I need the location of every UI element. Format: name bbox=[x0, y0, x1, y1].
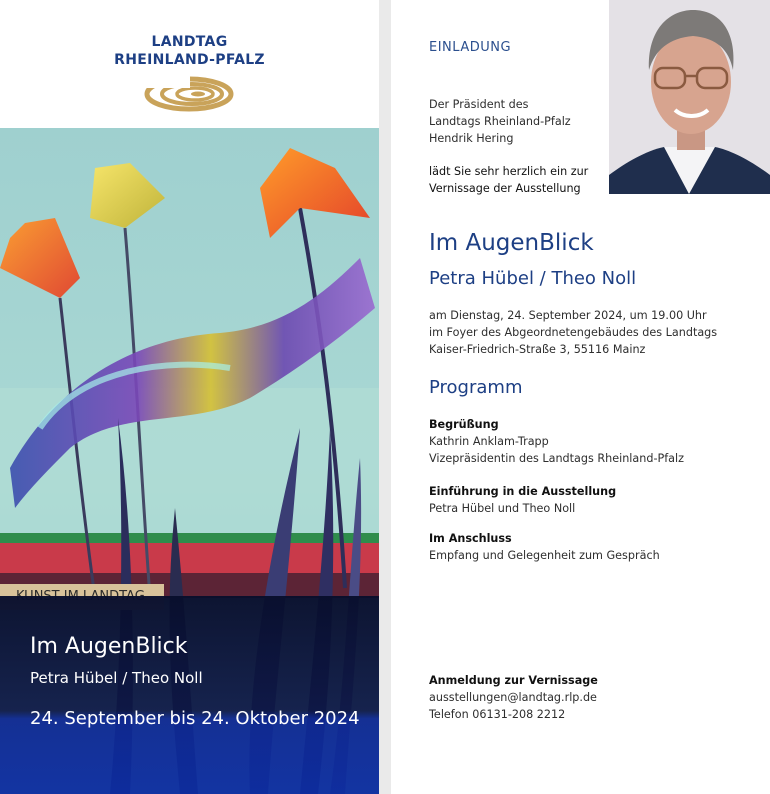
invitation-panel bbox=[391, 0, 770, 794]
swirl-logo-icon bbox=[144, 76, 234, 112]
invitation-line: Vernissage der Ausstellung bbox=[429, 182, 581, 195]
cover-title: Im AugenBlick bbox=[30, 634, 188, 659]
program-item-line: Empfang und Gelegenheit zum Gespräch bbox=[429, 549, 660, 562]
host-line: Landtags Rheinland-Pfalz bbox=[429, 115, 571, 128]
event-detail-line: Kaiser-Friedrich-Straße 3, 55116 Mainz bbox=[429, 343, 646, 356]
invitation-label: EINLADUNG bbox=[429, 40, 512, 55]
cover-artists: Petra Hübel / Theo Noll bbox=[30, 669, 203, 687]
program-heading: Programm bbox=[429, 377, 523, 398]
exhibition-artists: Petra Hübel / Theo Noll bbox=[429, 268, 637, 289]
cover-header bbox=[0, 0, 379, 128]
cover-panel bbox=[0, 0, 379, 794]
event-detail-line: am Dienstag, 24. September 2024, um 19.00 Uhr bbox=[429, 309, 707, 322]
host-line: Hendrik Hering bbox=[429, 132, 514, 145]
program-item-title: Begrüßung bbox=[429, 418, 499, 431]
registration-heading: Anmeldung zur Vernissage bbox=[429, 674, 598, 687]
invitation-line: lädt Sie sehr herzlich ein zur bbox=[429, 165, 589, 178]
host-line: Der Präsident des bbox=[429, 98, 529, 111]
registration-phone: Telefon 06131-208 2212 bbox=[429, 708, 566, 721]
event-detail-line: im Foyer des Abgeordnetengebäudes des Landtags bbox=[429, 326, 718, 339]
logo-text-line1: LANDTAG bbox=[151, 34, 228, 50]
fold-gap bbox=[379, 0, 391, 794]
program-item-title: Einführung in die Ausstellung bbox=[429, 485, 617, 498]
program-item-line: Petra Hübel und Theo Noll bbox=[429, 502, 576, 515]
program-item-title: Im Anschluss bbox=[429, 532, 512, 545]
cover-title-band bbox=[0, 596, 379, 794]
exhibition-title: Im AugenBlick bbox=[429, 230, 594, 256]
program-item-line: Vizepräsidentin des Landtags Rheinland-Pfalz bbox=[429, 452, 685, 465]
registration-email[interactable]: ausstellungen@landtag.rlp.de bbox=[429, 691, 597, 704]
president-portrait bbox=[609, 0, 770, 194]
logo-text-line2: RHEINLAND-PFALZ bbox=[114, 52, 265, 68]
cover-dates: 24. September bis 24. Oktober 2024 bbox=[30, 708, 360, 729]
program-item-line: Kathrin Anklam-Trapp bbox=[429, 435, 549, 448]
